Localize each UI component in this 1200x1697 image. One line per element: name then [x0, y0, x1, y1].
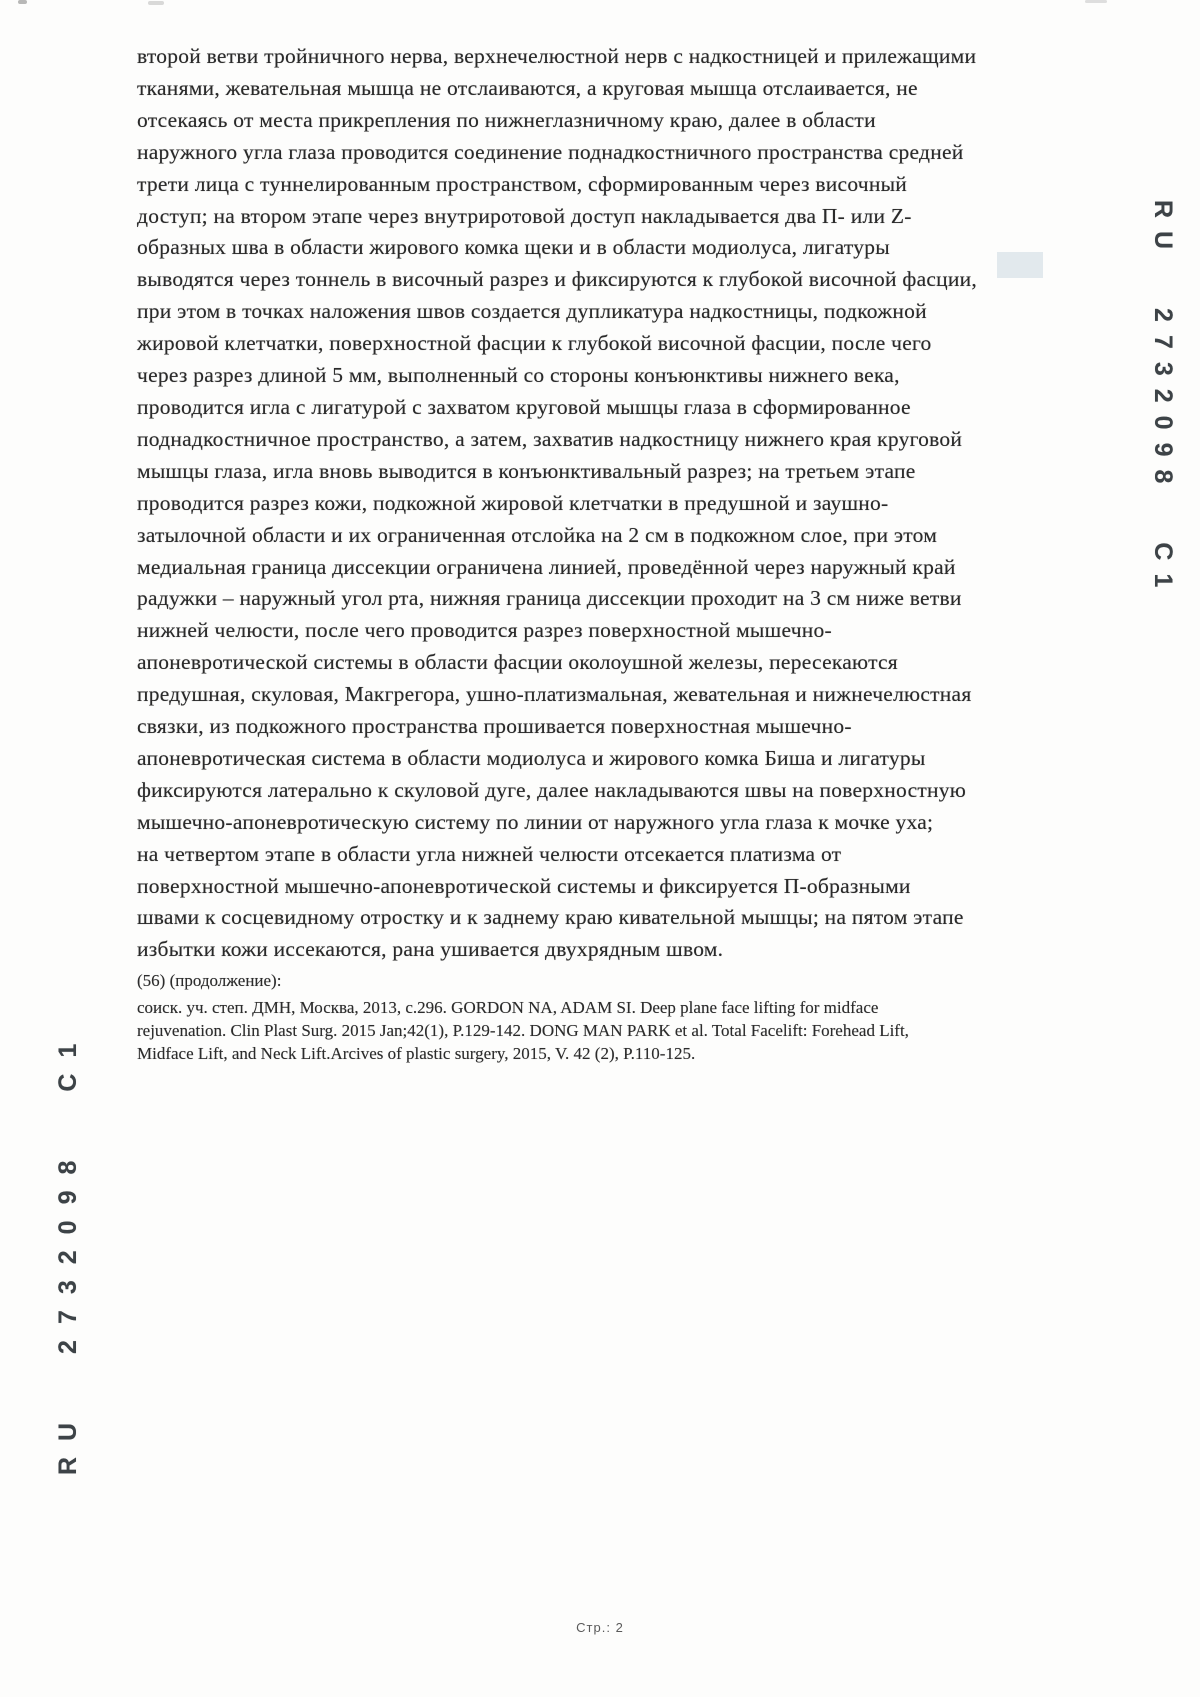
- publication-number-left-margin: RU 2732098 C1: [54, 1027, 82, 1475]
- citation-text-line: Midface Lift, and Neck Lift.Arcives of plastic surgery, 2015, V. 42 (2), P.110-125.: [137, 1044, 696, 1064]
- description-text-line: апоневротическая система в области модиолуса и жирового комка Биша и лигатуры: [137, 745, 926, 770]
- description-text-line: тканями, жевательная мышца не отслаиваются, а круговая мышца отслаивается, не: [137, 75, 918, 100]
- description-text-line: мышечно-апоневротическую систему по линии от наружного угла глаза к мочке уха;: [137, 809, 934, 834]
- description-text-line: затылочной области и их ограниченная отслойка на 2 см в подкожном слое, при этом: [137, 522, 938, 547]
- description-text-line: жировой клетчатки, поверхностной фасции к глубокой височной фасции, после чего: [137, 331, 932, 356]
- description-text-line: доступ; на втором этапе через внутриротовой доступ накладывается два П- или Z-: [137, 203, 912, 228]
- description-text-line: медиальная граница диссекции ограничена линией, проведённой через наружный край: [137, 554, 956, 579]
- description-text-line: проводится разрез кожи, подкожной жировой клетчатки в предушной и заушно-: [137, 490, 889, 515]
- description-text-line: через разрез длиной 5 мм, выполненный со стороны конъюнктивы нижнего века,: [137, 363, 900, 388]
- publication-number-right-margin: RU 2732098 C1: [1149, 200, 1177, 601]
- patent-description-text: [137, 41, 1047, 966]
- description-text-line: фиксируются латерально к скуловой дуге, далее накладываются швы на поверхностную: [137, 777, 967, 802]
- citation-section-header: (56) (продолжение):: [137, 971, 282, 990]
- description-text-line: при этом в точках наложения швов создается дупликатура надкостницы, подкожной: [137, 299, 927, 324]
- description-text-line: выводятся через тоннель в височный разрез и фиксируются к глубокой височной фасции,: [137, 267, 978, 292]
- citation-text-line: rejuvenation. Clin Plast Surg. 2015 Jan;42(1), P.129-142. DONG MAN PARK et al. Total Facelift: Forehead Lift,: [137, 1021, 909, 1041]
- scan-artifact: [18, 0, 27, 4]
- description-text-line: избытки кожи иссекаются, рана ушивается двухрядным швом.: [137, 937, 724, 962]
- description-text-line: проводится игла с лигатурой с захватом круговой мышцы глаза в сформированное: [137, 394, 911, 419]
- description-text-line: швами к сосцевидному отростку и к заднему краю кивательной мышцы; на пятом этапе: [137, 905, 964, 930]
- description-text-line: второй ветви тройничного нерва, верхнечелюстной нерв с надкостницей и прилежащими: [137, 44, 977, 68]
- description-text-line: трети лица с туннелированным пространством, сформированным через височный: [137, 171, 908, 196]
- description-text-line: мышцы глаза, игла вновь выводится в конъюнктивальный разрез; на третьем этапе: [137, 458, 916, 483]
- description-text-line: на четвертом этапе в области угла нижней челюсти отсекается платизма от: [137, 841, 842, 866]
- description-text-line: поднадкостничное пространство, а затем, захватив надкостницу нижнего края круговой: [137, 426, 963, 451]
- description-text-line: образных шва в области жирового комка щеки и в области модиолуса, лигатуры: [137, 235, 890, 260]
- description-text-line: нижней челюсти, после чего проводится разрез поверхностной мышечно-: [137, 618, 832, 643]
- description-text-line: отсекаясь от места прикрепления по нижнеглазничному краю, далее в области: [137, 107, 876, 132]
- citation-text-line: соиск. уч. степ. ДМН, Москва, 2013, с.296. GORDON NA, ADAM SI. Deep plane face lifting for midface: [137, 998, 879, 1017]
- scan-artifact: [148, 1, 164, 5]
- citation-block: [137, 968, 1057, 1066]
- description-text-line: апоневротической системы в области фасции околоушной железы, пересекаются: [137, 650, 898, 675]
- page-number-footer: Стр.: 2: [576, 1620, 624, 1635]
- description-text-line: радужки – наружный угол рта, нижняя граница диссекции проходит на 3 см ниже ветви: [137, 586, 962, 611]
- description-text-line: наружного угла глаза проводится соединение поднадкостничного пространства средней: [137, 139, 964, 164]
- description-text-line: предушная, скуловая, Макгрегора, ушно-платизмальная, жевательная и нижнечелюстная: [137, 682, 972, 707]
- scan-artifact: [1085, 0, 1107, 3]
- description-text-line: поверхностной мышечно-апоневротической системы и фиксируется П-образными: [137, 873, 911, 898]
- description-text-line: связки, из подкожного пространства прошивается поверхностная мышечно-: [137, 714, 852, 739]
- citation-references: [137, 996, 1057, 1066]
